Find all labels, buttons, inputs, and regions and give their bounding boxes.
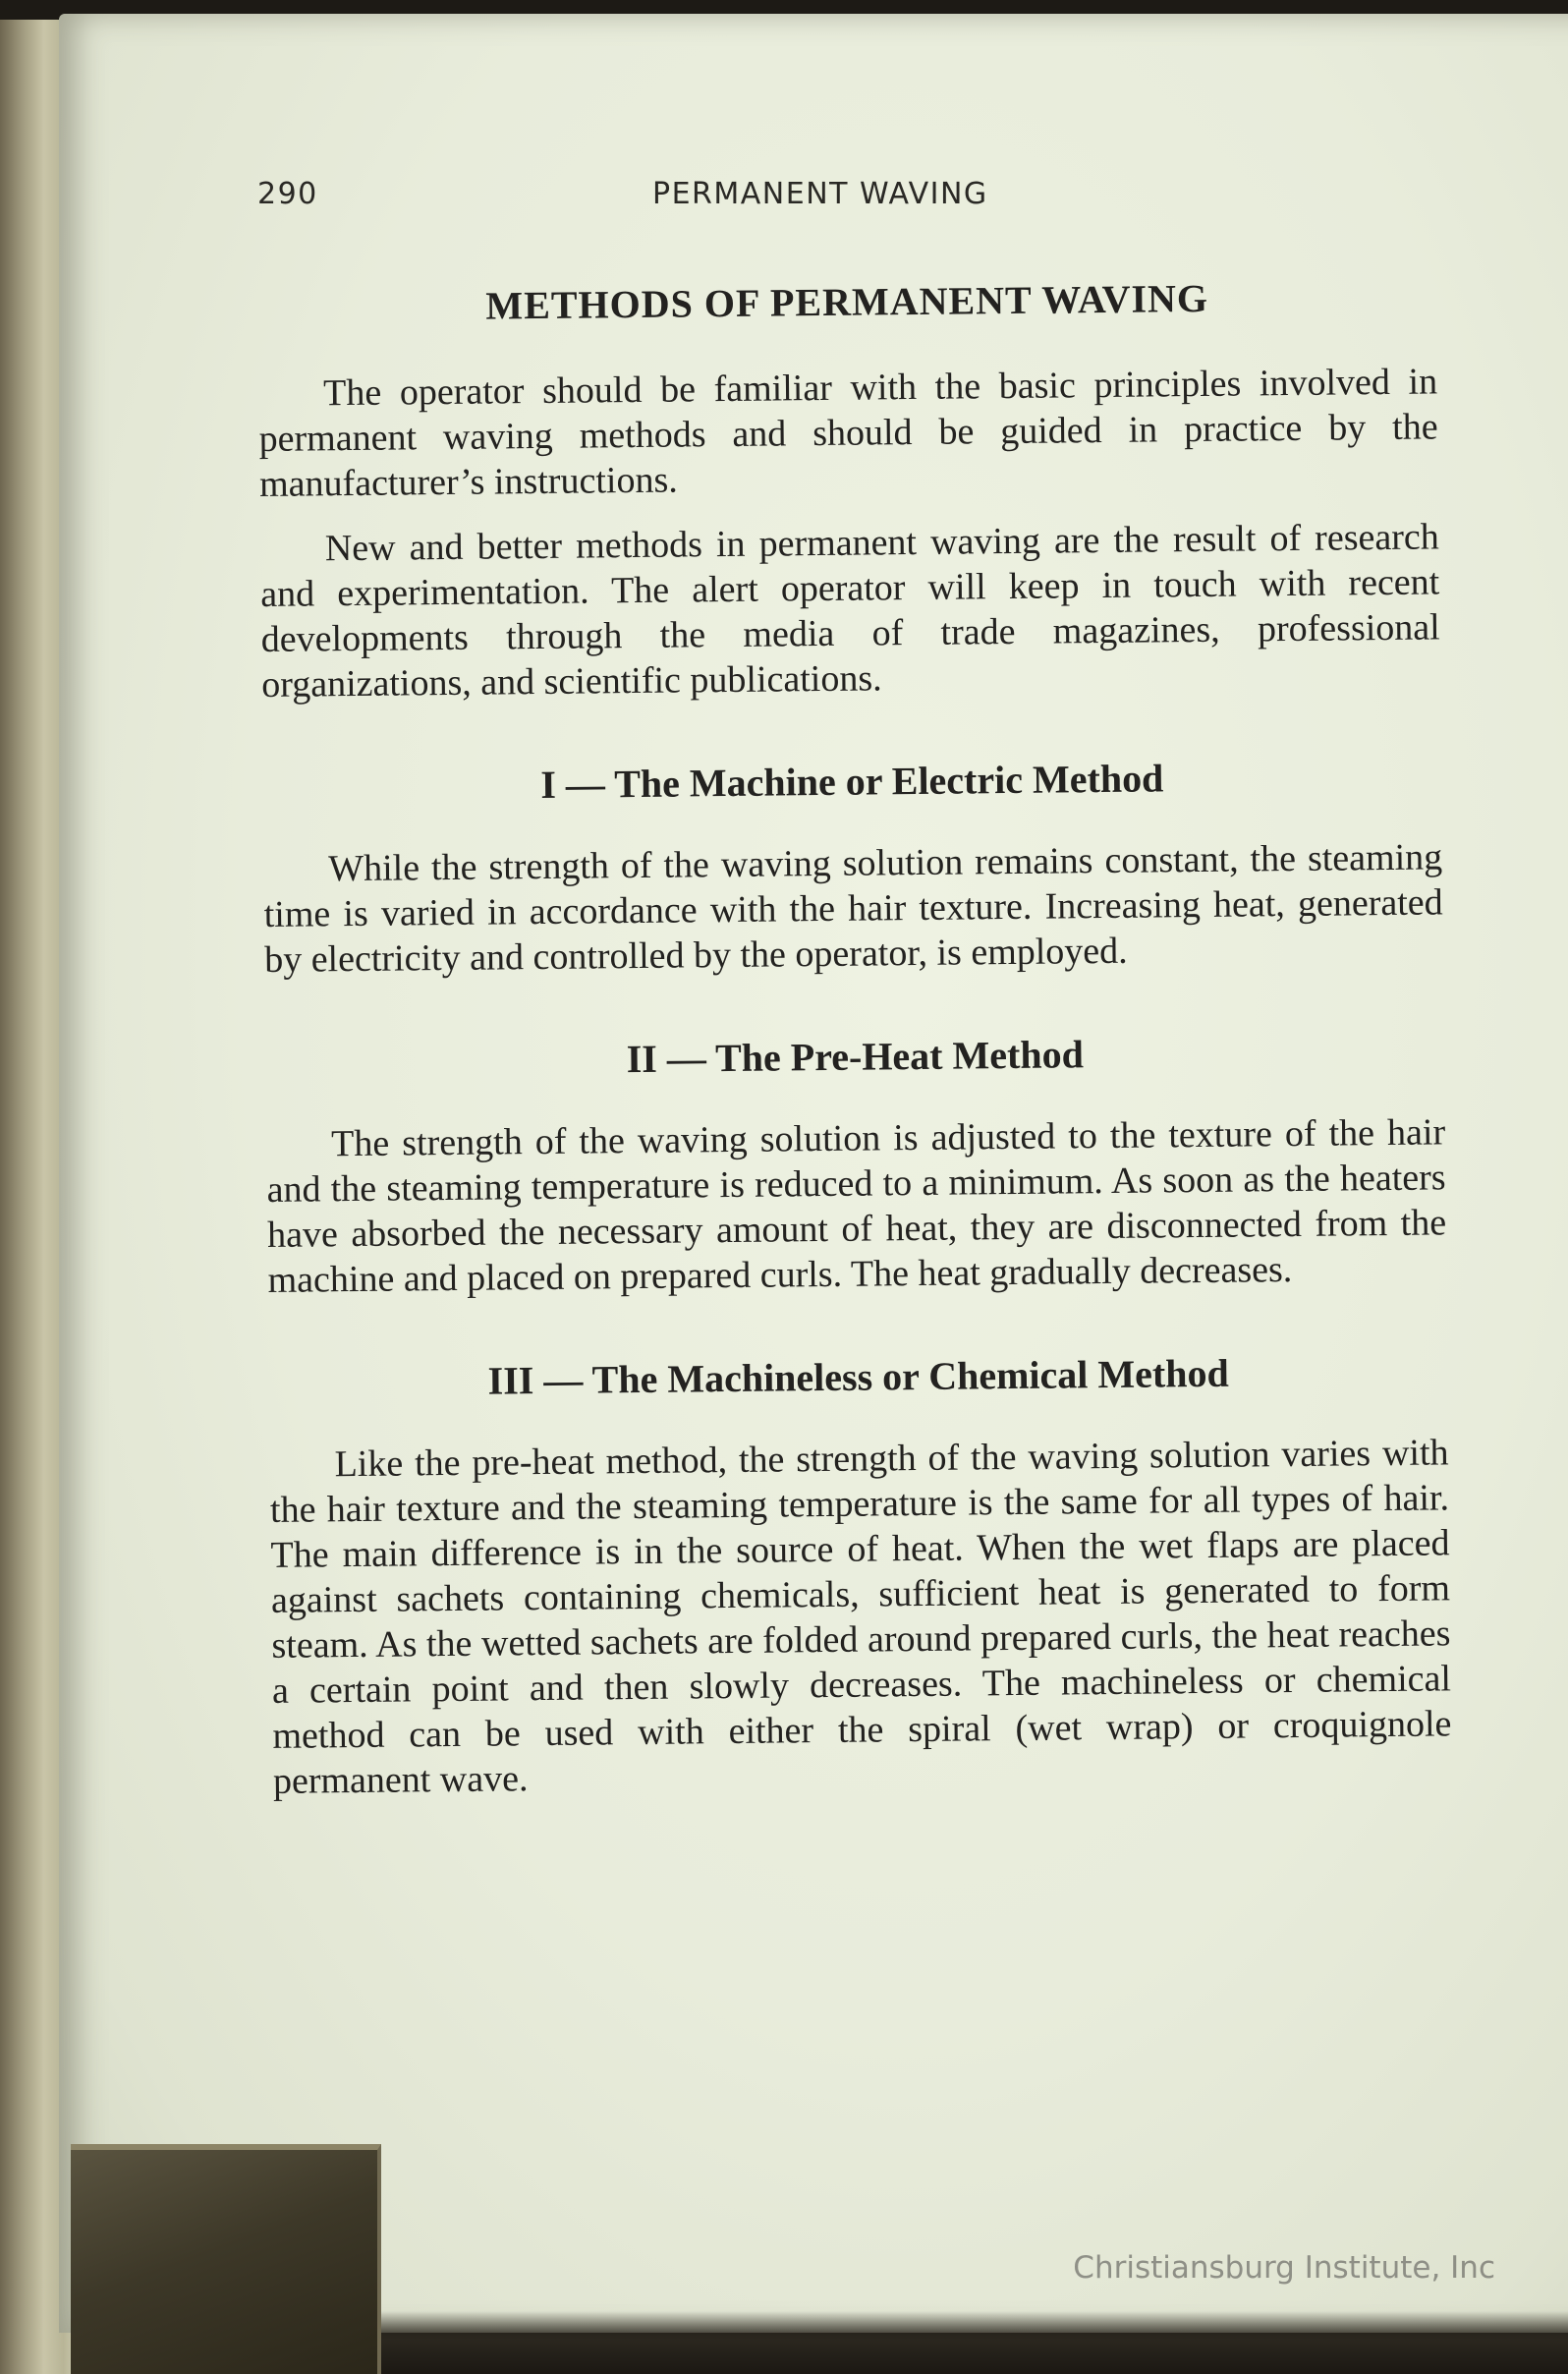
section-heading-preheat-method: II — The Pre-Heat Method [626, 1032, 1085, 1082]
intro-paragraph: New and better methods in permanent waving are the result of research and experimentation. The alert operator will keep in touch with recent developments through the media of trade magazines, professional organizations, and scientific publications. [260, 516, 1440, 706]
section-heading-machine-method: I — The Machine or Electric Method [540, 756, 1164, 808]
chapter-title: METHODS OF PERMANENT WAVING [485, 275, 1209, 328]
intro-paragraph: The operator should be familiar with the basic principles involved in permanent waving methods and should be guided in practice by the manufacturer’s instructions. [258, 361, 1438, 505]
section-text-machineless-method: Like the pre-heat method, the strength of the waving solution varies with the hair texture and the steaming temperature is the same for all types of hair. The main difference is in the source of heat. When the wet flaps are placed against sachets containing chemicals, sufficient heat is generated to form steam. As the wetted sachets are folded around prepared curls, the heat reaches a certain point and then slowly decreases. The machineless or chemical method can be used with either the spiral (wet wrap) or croquignole permanent wave. [269, 1432, 1452, 1802]
book-corner-shadow [71, 2144, 381, 2374]
running-head [0, 177, 1568, 220]
section-text-machine-method: While the strength of the waving solution remains constant, the steaming time is varied in accordance with the hair texture. Increasing heat, generated by electricity and controlled by the operator, is employed. [263, 836, 1443, 981]
page-body [257, 272, 1452, 1823]
watermark: Christiansburg Institute, Inc [1073, 2250, 1495, 2286]
section-text-preheat-method: The strength of the waving solution is adjusted to the texture of the hair and the steaming temperature is reduced to a minimum. As soon as the heaters have absorbed the necessary amount of heat, they are disconnected from the machine and placed on prepared curls. The heat gradually decreases. [266, 1111, 1447, 1301]
running-title: PERMANENT WAVING [652, 177, 988, 211]
page-number: 290 [257, 177, 318, 211]
bottom-shadow [295, 2311, 1568, 2374]
section-heading-machineless-method: III — The Machineless or Chemical Method [487, 1350, 1229, 1403]
